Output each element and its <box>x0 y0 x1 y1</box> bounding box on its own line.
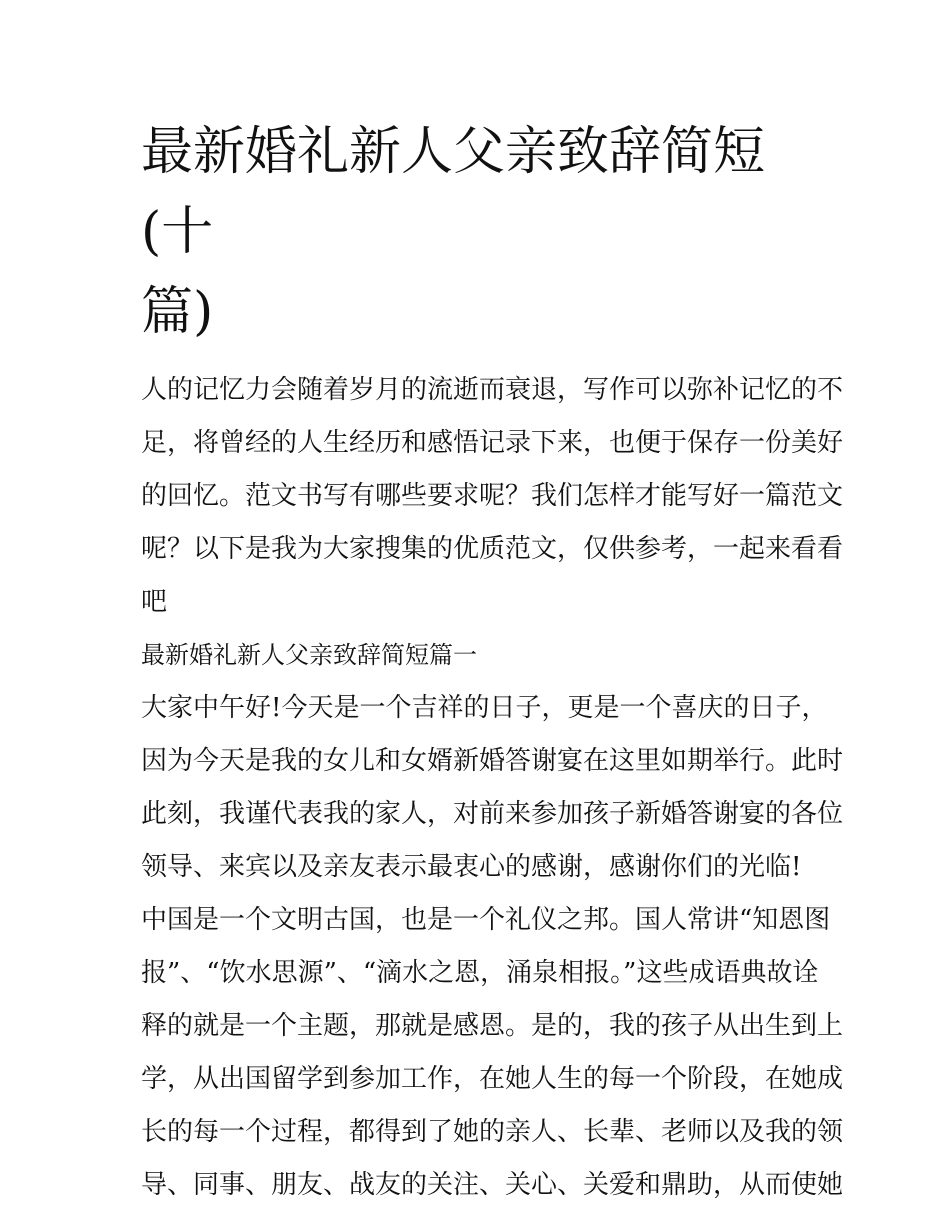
document-title-line: 最新婚礼新人父亲致辞简短(十 <box>141 122 766 262</box>
intro-line: 呢？以下是我为大家搜集的优质范文，仅供参考，一起来看看 <box>141 534 844 564</box>
paragraph-line: 此刻，我谨代表我的家人，对前来参加孩子新婚答谢宴的各位 <box>141 799 844 829</box>
intro-line: 足，将曾经的人生经历和感悟记录下来，也便于保存一份美好 <box>141 428 844 458</box>
document-title-line: 篇) <box>141 282 214 342</box>
paragraph-line: 领导、来宾以及亲友表示最衷心的感谢，感谢你们的光临! <box>141 852 802 882</box>
paragraph-line: 释的就是一个主题，那就是感恩。是的，我的孩子从出生到上 <box>141 1011 844 1041</box>
paragraph-line: 大家中午好!今天是一个吉祥的日子，更是一个喜庆的日子， <box>141 693 828 723</box>
section-heading: 最新婚礼新人父亲致辞简短篇一 <box>141 641 477 669</box>
paragraph-line: 因为今天是我的女儿和女婿新婚答谢宴在这里如期举行。此时 <box>141 746 844 776</box>
paragraph-line: 报”、“饮水思源”、“滴水之恩，涌泉相报。”这些成语典故诠 <box>141 958 819 988</box>
speech-paragraph-2 <box>141 894 844 1212</box>
intro-paragraph <box>141 364 844 629</box>
intro-line: 的回忆。范文书写有哪些要求呢？我们怎样才能写好一篇范文 <box>141 481 844 511</box>
document-title <box>141 112 813 352</box>
paragraph-line: 学，从出国留学到参加工作，在她人生的每一个阶段，在她成 <box>141 1064 844 1094</box>
paragraph-line: 中国是一个文明古国，也是一个礼仪之邦。国人常讲“知恩图 <box>141 905 831 935</box>
intro-line: 吧 <box>141 587 168 617</box>
paragraph-line: 长的每一个过程，都得到了她的亲人、长辈、老师以及我的领 <box>141 1117 844 1147</box>
intro-line: 人的记忆力会随着岁月的流逝而衰退，写作可以弥补记忆的不 <box>141 375 844 405</box>
paragraph-line: 导、同事、朋友、战友的关注、关心、关爱和鼎助，从而使她 <box>141 1170 844 1200</box>
document-page <box>141 112 844 1212</box>
speech-paragraph-1 <box>141 682 844 894</box>
